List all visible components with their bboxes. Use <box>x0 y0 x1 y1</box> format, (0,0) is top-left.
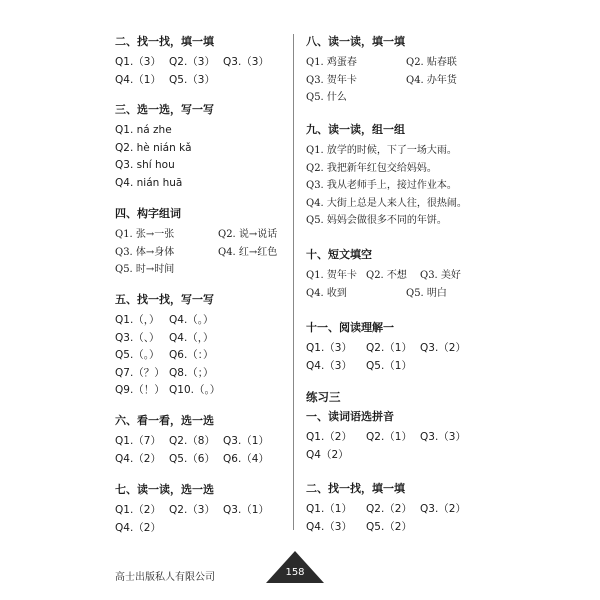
answer-section <box>115 206 285 279</box>
answer-item: Q1.（3） <box>115 56 161 68</box>
answer-section <box>306 34 506 107</box>
answer-item: Q3.（2） <box>420 342 466 354</box>
answer-item: Q5. 妈妈会做很多不同的年饼。 <box>306 215 447 226</box>
answer-row <box>115 72 285 90</box>
answer-item: Q2. 我把新年红包交给妈妈。 <box>306 162 437 174</box>
section-title: 六、看一看，选一选 <box>115 414 214 427</box>
answer-row <box>306 177 506 195</box>
answer-row <box>306 212 506 230</box>
answer-row <box>306 501 506 519</box>
answer-row <box>306 358 506 376</box>
answer-row <box>115 330 285 348</box>
answer-row <box>115 502 285 520</box>
answer-item: Q2. hè nián kǎ <box>115 141 192 154</box>
answer-row <box>115 347 285 365</box>
answer-item: Q5.（。） <box>115 349 160 361</box>
answer-row <box>306 340 506 358</box>
answer-item: Q7.（？） <box>115 366 165 379</box>
answer-item: Q4.（3） <box>306 359 352 372</box>
answer-row <box>306 285 506 303</box>
section-title: 二、找一找，填一填 <box>115 35 214 48</box>
answer-item: Q4（2） <box>306 448 349 461</box>
section-title: 十一、阅读理解一 <box>306 321 394 334</box>
page-number: 158 <box>285 567 305 578</box>
section-title: 一、读词语选拼音 <box>306 410 394 423</box>
answer-item: Q4.（3） <box>306 520 352 533</box>
section-title: 七、读一读，选一选 <box>115 483 214 496</box>
answer-row <box>115 261 285 279</box>
answer-item: Q3.（2） <box>420 503 466 515</box>
answer-item: Q5. 时→时间 <box>115 264 175 275</box>
answer-row <box>306 142 506 160</box>
answer-row <box>115 226 285 244</box>
answer-item: Q2.（1） <box>366 431 412 443</box>
answer-row <box>115 244 285 262</box>
section-title: 四、构字组词 <box>115 207 181 220</box>
answer-row <box>115 520 285 538</box>
answer-section <box>306 247 506 302</box>
answer-row <box>115 433 285 451</box>
section-title: 十、短文填空 <box>306 248 372 261</box>
section-title: 九、读一读，组一组 <box>306 123 405 136</box>
answer-item: Q2.（3） <box>169 56 215 68</box>
answer-section <box>115 34 285 89</box>
answer-item: Q2. 贴春联 <box>406 57 457 68</box>
answer-item: Q1.（3） <box>306 342 352 354</box>
answer-row <box>306 89 506 107</box>
answer-item: Q1. ná zhe <box>115 124 172 136</box>
answer-item: Q4.（2） <box>115 521 161 534</box>
answer-item: Q3.（1） <box>223 435 269 447</box>
answer-row <box>115 140 285 158</box>
answer-section <box>306 409 506 464</box>
answer-row <box>115 122 285 140</box>
answer-item: Q4. 办年货 <box>406 74 457 86</box>
exercise-heading: 练习三 <box>306 390 341 404</box>
answer-item: Q2.（2） <box>366 503 412 515</box>
answer-item: Q5.（2） <box>366 520 412 533</box>
answer-item: Q1. 鸡蛋春 <box>306 57 357 68</box>
answer-section <box>115 102 285 192</box>
answer-row <box>115 382 285 400</box>
section-title: 二、找一找，填一填 <box>306 482 405 495</box>
answer-item: Q1.（7） <box>115 435 161 447</box>
answer-item: Q1. 贺年卡 <box>306 270 357 281</box>
answer-item: Q3.（、） <box>115 331 160 344</box>
section-title: 五、找一找，写一写 <box>115 293 214 306</box>
answer-row <box>115 157 285 175</box>
answer-row <box>115 54 285 72</box>
answer-item: Q1.（2） <box>306 431 352 443</box>
answer-item: Q4.（2） <box>115 452 161 465</box>
answer-section <box>306 320 506 375</box>
answer-item: Q6.（4） <box>223 452 269 465</box>
answer-item: Q3. 贺年卡 <box>306 74 357 86</box>
answer-item: Q3.（3） <box>420 431 466 443</box>
publisher-name: 高士出版私人有限公司 <box>115 572 215 583</box>
answer-item: Q1.（1） <box>306 503 352 515</box>
answer-row <box>306 267 506 285</box>
answer-item: Q5.（3） <box>169 73 215 86</box>
answer-item: Q6.（：） <box>169 349 214 361</box>
answer-item: Q10.（。） <box>169 384 221 396</box>
answer-section <box>115 413 285 468</box>
answer-item: Q9.（！） <box>115 384 165 396</box>
answer-item: Q3.（3） <box>223 56 269 68</box>
answer-item: Q8.（；） <box>169 366 214 379</box>
answer-section <box>306 122 506 230</box>
answer-item: Q2.（3） <box>169 504 215 516</box>
answer-item: Q4.（1） <box>115 73 161 86</box>
answer-item: Q4. nián huā <box>115 176 183 189</box>
answer-item: Q3.（1） <box>223 504 269 516</box>
answer-item: Q5. 什么 <box>306 92 347 103</box>
answer-item: Q2. 说→说话 <box>218 229 278 240</box>
section-title: 八、读一读，填一填 <box>306 35 405 48</box>
answer-item: Q1.（，） <box>115 314 160 326</box>
answer-item: Q4.（，） <box>169 331 214 344</box>
answer-row <box>115 365 285 383</box>
answer-item: Q1. 放学的时候，下了一场大雨。 <box>306 145 457 156</box>
answer-item: Q2.（1） <box>366 342 412 354</box>
answer-row <box>115 175 285 193</box>
section-title: 三、选一选，写一写 <box>115 103 214 116</box>
answer-row <box>115 451 285 469</box>
answer-item: Q3. 美好 <box>420 270 461 281</box>
answer-item: Q1. 张→一张 <box>115 229 175 240</box>
answer-row <box>306 72 506 90</box>
answer-section <box>306 481 506 536</box>
answer-item: Q3. shí hou <box>115 159 175 171</box>
answer-item: Q2. 不想 <box>366 270 407 281</box>
answer-item: Q3. 我从老师手上，接过作业本。 <box>306 180 457 191</box>
answer-item: Q1.（2） <box>115 504 161 516</box>
answer-section <box>306 389 506 409</box>
answer-row <box>306 447 506 465</box>
answer-item: Q4. 收到 <box>306 287 347 299</box>
answer-item: Q4.（。） <box>169 314 214 326</box>
answer-row <box>306 429 506 447</box>
answer-item: Q5.（1） <box>366 359 412 372</box>
answer-section <box>115 292 285 400</box>
answer-row <box>306 54 506 72</box>
answer-row <box>115 312 285 330</box>
answer-row <box>306 160 506 178</box>
answer-row <box>306 195 506 213</box>
answer-item: Q5.（6） <box>169 452 215 465</box>
answer-item: Q4. 红→红色 <box>218 246 278 258</box>
column-divider <box>293 34 294 530</box>
answer-item: Q3. 体→身体 <box>115 246 175 258</box>
answer-item: Q5. 明白 <box>406 287 447 299</box>
answer-section <box>115 482 285 537</box>
answer-item: Q2.（8） <box>169 435 215 447</box>
answer-row <box>306 519 506 537</box>
answer-item: Q4. 大街上总是人来人往，很热闹。 <box>306 197 467 209</box>
